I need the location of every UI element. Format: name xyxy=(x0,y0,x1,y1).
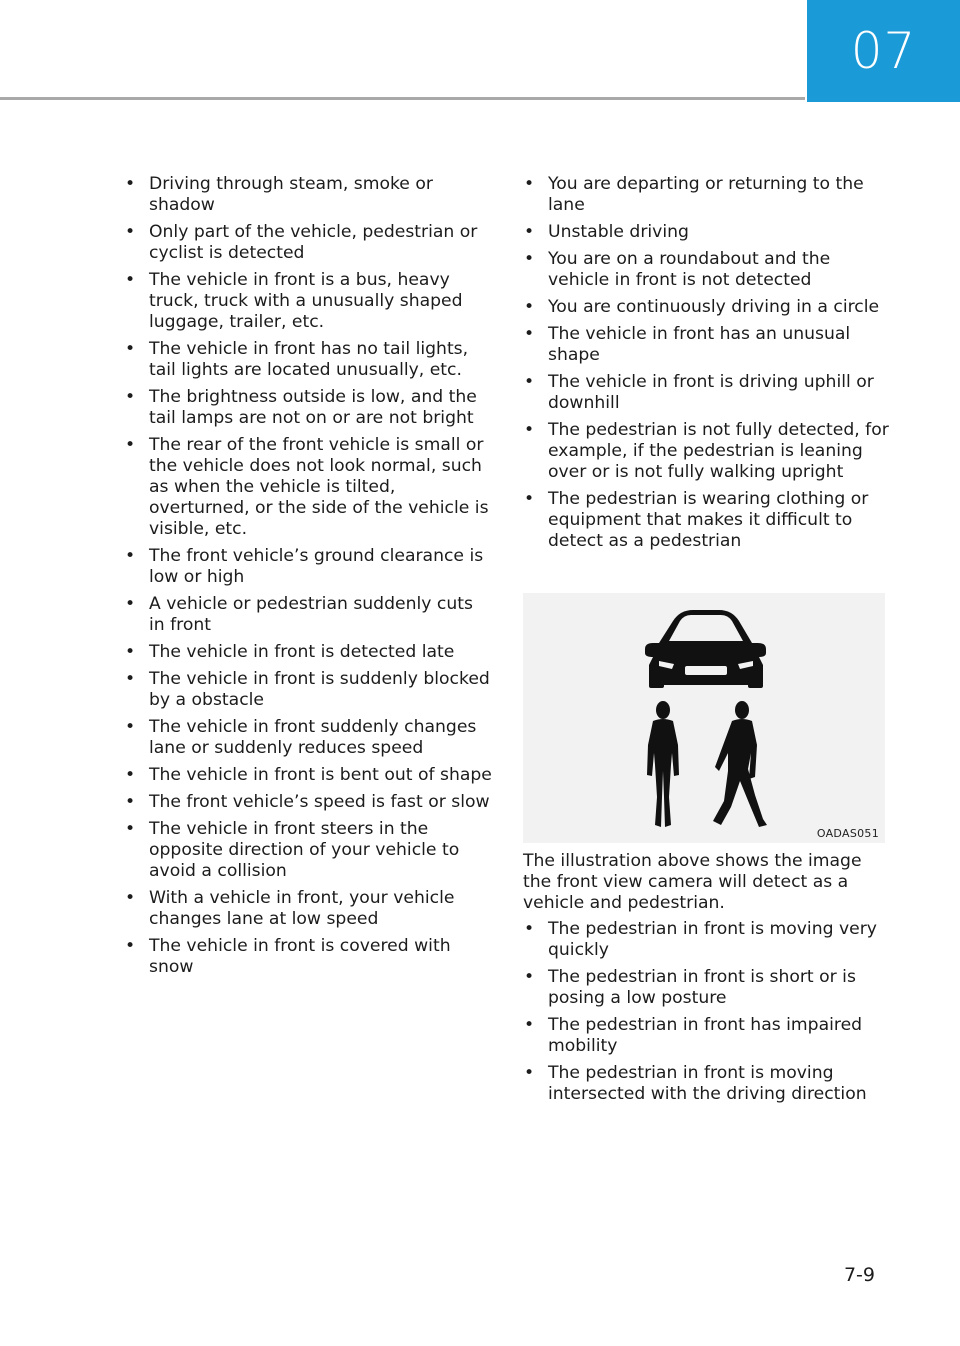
list-item: • A vehicle or pedestrian suddenly cuts in front xyxy=(123,594,493,636)
list-item: • You are departing or returning to the lane xyxy=(522,174,892,216)
list-item: • The vehicle in front is driving uphill or downhill xyxy=(522,372,892,414)
detection-illustration xyxy=(523,593,885,843)
list-item: • The vehicle in front suddenly changes lane or suddenly reduces speed xyxy=(123,717,493,759)
list-item: • The front vehicle’s speed is fast or slow xyxy=(123,792,493,813)
list-item: • The front vehicle’s ground clearance is low or high xyxy=(123,546,493,588)
list-item: • Driving through steam, smoke or shadow xyxy=(123,174,493,216)
list-item: • The pedestrian is wearing clothing or equipment that makes it difficult to detect as a pedestrian xyxy=(522,489,892,552)
right-bullet-list xyxy=(522,174,892,552)
pedestrian-conditions xyxy=(522,919,892,1111)
left-column xyxy=(123,174,493,984)
list-item: • The pedestrian is not fully detected, for example, if the pedestrian is leaning over or is not fully walking upright xyxy=(522,420,892,483)
list-item: • The vehicle in front has an unusual shape xyxy=(522,324,892,366)
list-item: • You are continuously driving in a circle xyxy=(522,297,892,318)
list-item: • The brightness outside is low, and the tail lamps are not on or are not bright xyxy=(123,387,493,429)
list-item: • The pedestrian in front is moving intersected with the driving direction xyxy=(522,1063,892,1105)
list-item: • The vehicle in front steers in the opposite direction of your vehicle to avoid a collision xyxy=(123,819,493,882)
chapter-tab xyxy=(807,0,960,102)
list-item: • With a vehicle in front, your vehicle changes lane at low speed xyxy=(123,888,493,930)
list-item: • The vehicle in front is detected late xyxy=(123,642,493,663)
list-item: • The pedestrian in front is short or is posing a low posture xyxy=(522,967,892,1009)
list-item: • The vehicle in front is suddenly blocked by a obstacle xyxy=(123,669,493,711)
figure-code: OADAS051 xyxy=(816,827,879,840)
standing-person-icon xyxy=(647,701,679,827)
list-item: • Unstable driving xyxy=(522,222,892,243)
list-item: • The vehicle in front is a bus, heavy truck, truck with a unusually shaped luggage, trailer, etc. xyxy=(123,270,493,333)
chapter-number: 07 xyxy=(850,22,917,80)
list-item: • The pedestrian in front is moving very quickly xyxy=(522,919,892,961)
illustration-graphic xyxy=(523,593,885,843)
list-item: • The vehicle in front is bent out of shape xyxy=(123,765,493,786)
list-item: • The vehicle in front is covered with snow xyxy=(123,936,493,978)
header-rule xyxy=(0,97,805,100)
left-bullet-list xyxy=(123,174,493,978)
list-item: • You are on a roundabout and the vehicle in front is not detected xyxy=(522,249,892,291)
walking-person-icon xyxy=(713,701,767,827)
figure-caption: The illustration above shows the image the front view camera will detect as a vehicle and pedestrian. xyxy=(523,851,862,913)
page-number: 7-9 xyxy=(843,1264,875,1286)
list-item: • The pedestrian in front has impaired mobility xyxy=(522,1015,892,1057)
right-column xyxy=(522,174,892,558)
list-item: • Only part of the vehicle, pedestrian or cyclist is detected xyxy=(123,222,493,264)
list-item: • The rear of the front vehicle is small or the vehicle does not look normal, such as when the vehicle is tilted, overturned, or the side of the vehicle is visible, etc. xyxy=(123,435,493,540)
pedestrian-bullet-list xyxy=(522,919,892,1105)
list-item: • The vehicle in front has no tail lights, tail lights are located unusually, etc. xyxy=(123,339,493,381)
